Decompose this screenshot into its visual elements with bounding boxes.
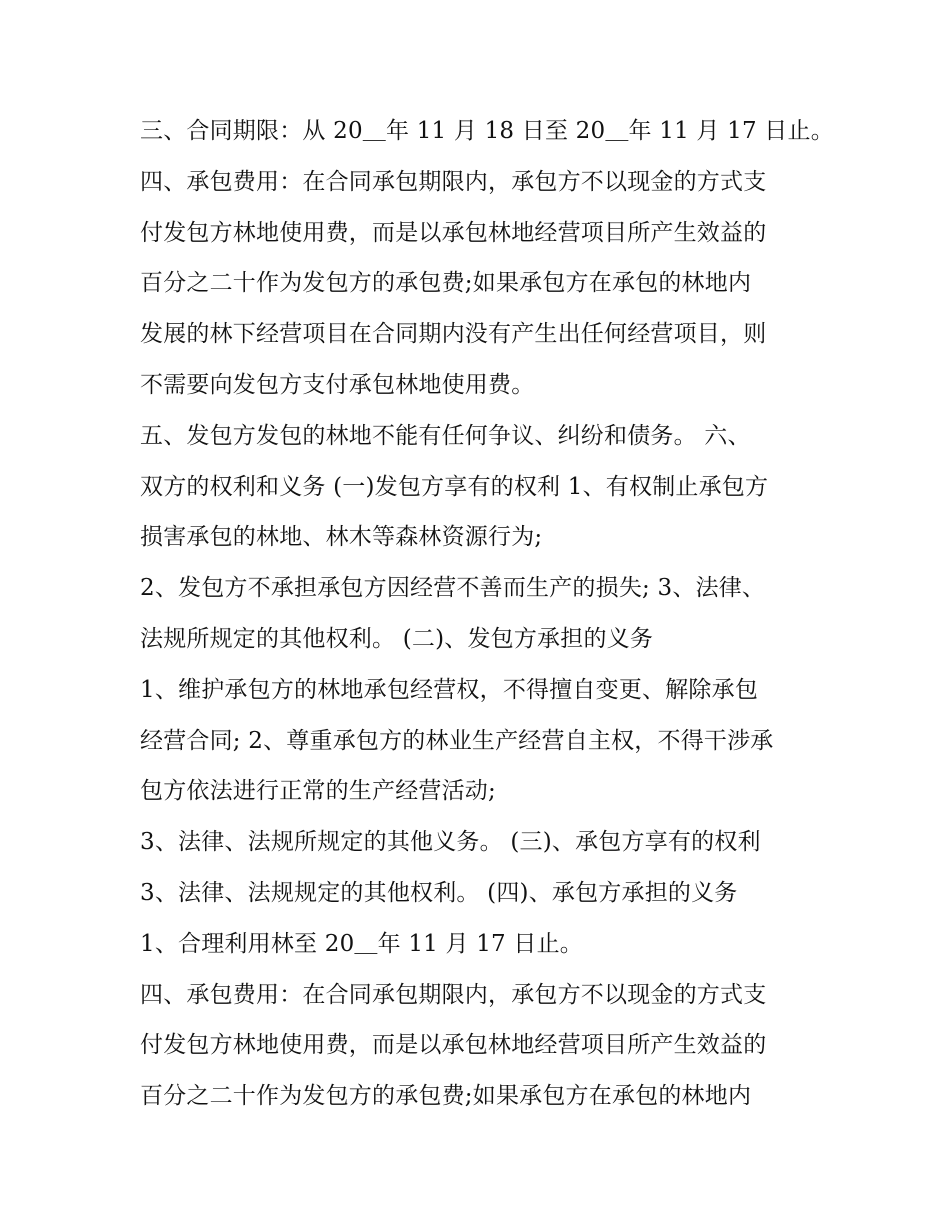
document-body — [140, 106, 834, 1122]
text-line-18: 四、承包费用：在合同承包期限内，承包方不以现金的方式支 — [140, 981, 767, 1008]
text-line-3: 付发包方林地使用费，而是以承包林地经营项目所产生效益的 — [140, 219, 767, 246]
text-line-16: 3、法律、法规规定的其他权利。 (四)、承包方承担的义务 — [140, 879, 738, 906]
text-line-4: 百分之二十作为发包方的承包费;如果承包方在承包的林地内 — [140, 270, 752, 297]
text-line-6: 不需要向发包方支付承包林地使用费。 — [140, 371, 535, 398]
text-line-19: 付发包方林地使用费，而是以承包林地经营项目所产生效益的 — [140, 1032, 767, 1059]
text-line-13: 经营合同; 2、尊重承包方的林业生产经营自主权，不得干涉承 — [140, 727, 774, 754]
text-line-12: 1、维护承包方的林地承包经营权，不得擅自变更、解除承包 — [140, 676, 759, 703]
text-line-1: 三、合同期限：从 20＿年 11 月 18 日至 20＿年 11 月 17 日止。 — [140, 118, 834, 144]
text-line-15: 3、法律、法规所规定的其他义务。 (三)、承包方享有的权利 — [140, 829, 761, 856]
text-line-20: 百分之二十作为发包方的承包费;如果承包方在承包的林地内 — [140, 1083, 752, 1110]
text-line-10: 2、发包方不承担承包方因经营不善而生产的损失; 3、法律、 — [140, 575, 766, 602]
text-line-5: 发展的林下经营项目在合同期内没有产生出任何经营项目，则 — [140, 321, 767, 348]
text-line-7: 五、发包方发包的林地不能有任何争议、纠纷和债务。 六、 — [140, 422, 751, 449]
text-line-17: 1、合理利用林至 20＿年 11 月 17 日止。 — [140, 930, 583, 957]
text-line-2: 四、承包费用：在合同承包期限内，承包方不以现金的方式支 — [140, 168, 767, 195]
text-line-14: 包方依法进行正常的生产经营活动; — [140, 778, 496, 805]
text-line-9: 损害承包的林地、林木等森林资源行为; — [140, 524, 543, 551]
text-line-11: 法规所规定的其他权利。 (二)、发包方承担的义务 — [140, 625, 654, 652]
text-line-8: 双方的权利和义务 (一)发包方享有的权利 1、有权制止承包方 — [140, 473, 769, 500]
